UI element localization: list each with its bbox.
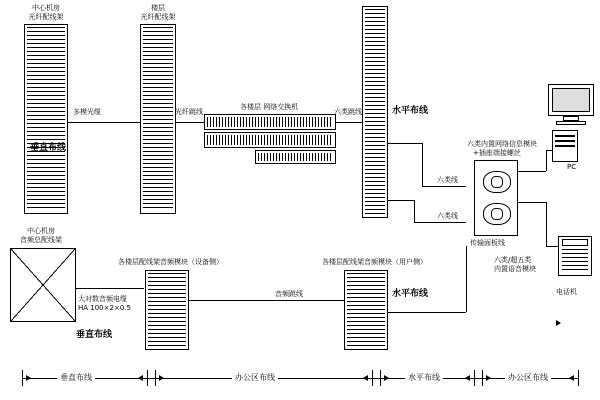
pc-label: PC: [567, 163, 577, 171]
legend-label-horizontal: 水平布线: [405, 372, 443, 383]
user-side-to-right-link: [388, 312, 466, 313]
horizontal-cabling-label-top: 水平布线: [392, 106, 429, 116]
legend-tick-2b: [380, 370, 381, 386]
cat6-run-a-h2: [422, 186, 466, 187]
user-side-to-right-riser: [466, 246, 467, 312]
legend-label-office: 办公区布线: [232, 372, 278, 383]
faceplate-to-phone-v: [546, 202, 547, 246]
network-switch-1[interactable]: [204, 114, 336, 130]
cat6-jumper-label: 六类跳线: [334, 108, 362, 116]
rj-note-line1: 六类/超五类: [494, 256, 532, 264]
floor-fiber-rack-label-line2: 光纤配线架: [140, 13, 176, 21]
vertical-cabling-label-bottom-left: 垂直布线: [76, 330, 113, 340]
audio-jumper-label: 音频跳线: [275, 290, 303, 298]
center-fiber-rack-label-line1: 中心机房: [32, 4, 60, 12]
faceplate-bottom-label: 传输面板线: [470, 239, 505, 247]
cat6-run-a-h1: [388, 143, 422, 144]
legend-arrow-3r: [486, 375, 491, 381]
network-switch-1-ports: [207, 117, 333, 127]
legend-arrow-4l: [569, 375, 574, 381]
monitor[interactable]: [548, 84, 594, 126]
telephone[interactable]: [558, 236, 592, 276]
center-fiber-rack[interactable]: [24, 24, 68, 214]
faceplate-jack-lower[interactable]: [483, 203, 511, 225]
legend-arrow-2l: [363, 375, 368, 381]
network-switch-2[interactable]: [204, 132, 336, 148]
switch-label: 各楼层 网络交换机: [240, 103, 299, 111]
legend-tick-3: [474, 370, 475, 386]
legend-tick-2: [372, 370, 373, 386]
legend-label-office-2: 办公区布线: [505, 372, 551, 383]
big-pair-audio-spec: HA 100×2×0.5: [78, 304, 131, 312]
cat6-jumper-link: [336, 122, 362, 123]
device-side-module-rack[interactable]: [145, 270, 189, 350]
cat6-run-b-h1: [388, 200, 414, 201]
flow-arrow-right: [556, 320, 561, 326]
cat6-label-a: 六类线: [437, 176, 458, 184]
cat6-run-a-v: [422, 143, 423, 186]
user-side-module-rack[interactable]: [344, 270, 388, 350]
fiber-jumper-link: [176, 122, 204, 123]
device-side-module-ports: [148, 273, 186, 347]
floor-fiber-rack[interactable]: [140, 24, 176, 214]
multimode-fiber-label: 多模光缆: [73, 108, 101, 116]
center-fiber-rack-label-line2: 光纤配线架: [28, 13, 64, 21]
floor-fiber-rack-ports: [143, 27, 173, 211]
horizontal-patch-panel-top-ports: [365, 9, 385, 215]
device-side-module-label: 各楼层配线架音频模块（设备侧）: [118, 258, 223, 266]
legend-arrow-2r: [384, 375, 389, 381]
big-pair-audio-label: 大对数音频电缆: [78, 295, 127, 303]
vertical-cabling-label-top-left: 垂直布线: [29, 143, 66, 153]
center-audio-distribution-frame[interactable]: [10, 248, 76, 322]
legend-arrow-1r: [159, 375, 164, 381]
horizontal-patch-panel-top[interactable]: [362, 6, 388, 218]
rj-note-line2: 内置语音模块: [494, 265, 536, 273]
network-switch-3-ports: [258, 153, 333, 161]
telephone-handset: [562, 239, 588, 246]
cat6-label-b: 六类线: [437, 212, 458, 220]
network-switch-2-ports: [207, 135, 333, 145]
legend-label-vertical: 垂直布线: [57, 372, 95, 383]
user-side-module-ports: [347, 273, 385, 347]
center-audio-rack-label-line2: 音频总配线架: [20, 236, 62, 244]
telephone-label: 电话机: [556, 288, 577, 296]
legend-arrow-0r: [26, 375, 31, 381]
center-fiber-rack-ports: [27, 27, 65, 211]
multimode-fiber-link: [68, 122, 140, 123]
faceplate-to-pc-h: [518, 171, 546, 172]
pc-tower[interactable]: [552, 130, 578, 162]
cat6-run-b-h2: [414, 222, 466, 223]
telephone-keypad: [562, 249, 588, 272]
fiber-jumper-label: 光纤跳线: [175, 108, 203, 116]
faceplate-to-pc-v: [546, 150, 547, 171]
user-side-module-label: 各楼层配线架音频模块（用户侧）: [322, 258, 427, 266]
monitor-base: [556, 121, 586, 125]
network-switch-3[interactable]: [255, 150, 336, 164]
legend-tick-0: [22, 370, 23, 386]
legend-arrow-1l: [138, 375, 143, 381]
audio-jumper-link: [189, 300, 344, 301]
faceplate-jack-upper[interactable]: [483, 171, 511, 193]
faceplate-to-phone-h: [518, 202, 546, 203]
center-audio-rack-label-line1: 中心机房: [27, 227, 55, 235]
legend-tick-1b: [155, 370, 156, 386]
horizontal-cabling-label-bottom: 水平布线: [392, 289, 429, 299]
legend-tick-3b: [482, 370, 483, 386]
faceplate-to-phone-h2: [546, 246, 558, 247]
faceplate-label-line2: +插座端接螺丝: [473, 149, 521, 157]
faceplate-label-line1: 六类内置网络信息模块: [467, 140, 537, 148]
floor-fiber-rack-label-line1: 楼层: [151, 4, 165, 12]
wall-faceplate[interactable]: [474, 160, 518, 236]
legend-tick-4: [578, 370, 579, 386]
cat6-run-b-v: [414, 200, 415, 222]
legend-arrow-3l: [465, 375, 470, 381]
legend-axis: [22, 378, 578, 379]
monitor-screen: [548, 84, 594, 116]
legend-tick-1: [147, 370, 148, 386]
big-pair-audio-link: [76, 288, 144, 289]
